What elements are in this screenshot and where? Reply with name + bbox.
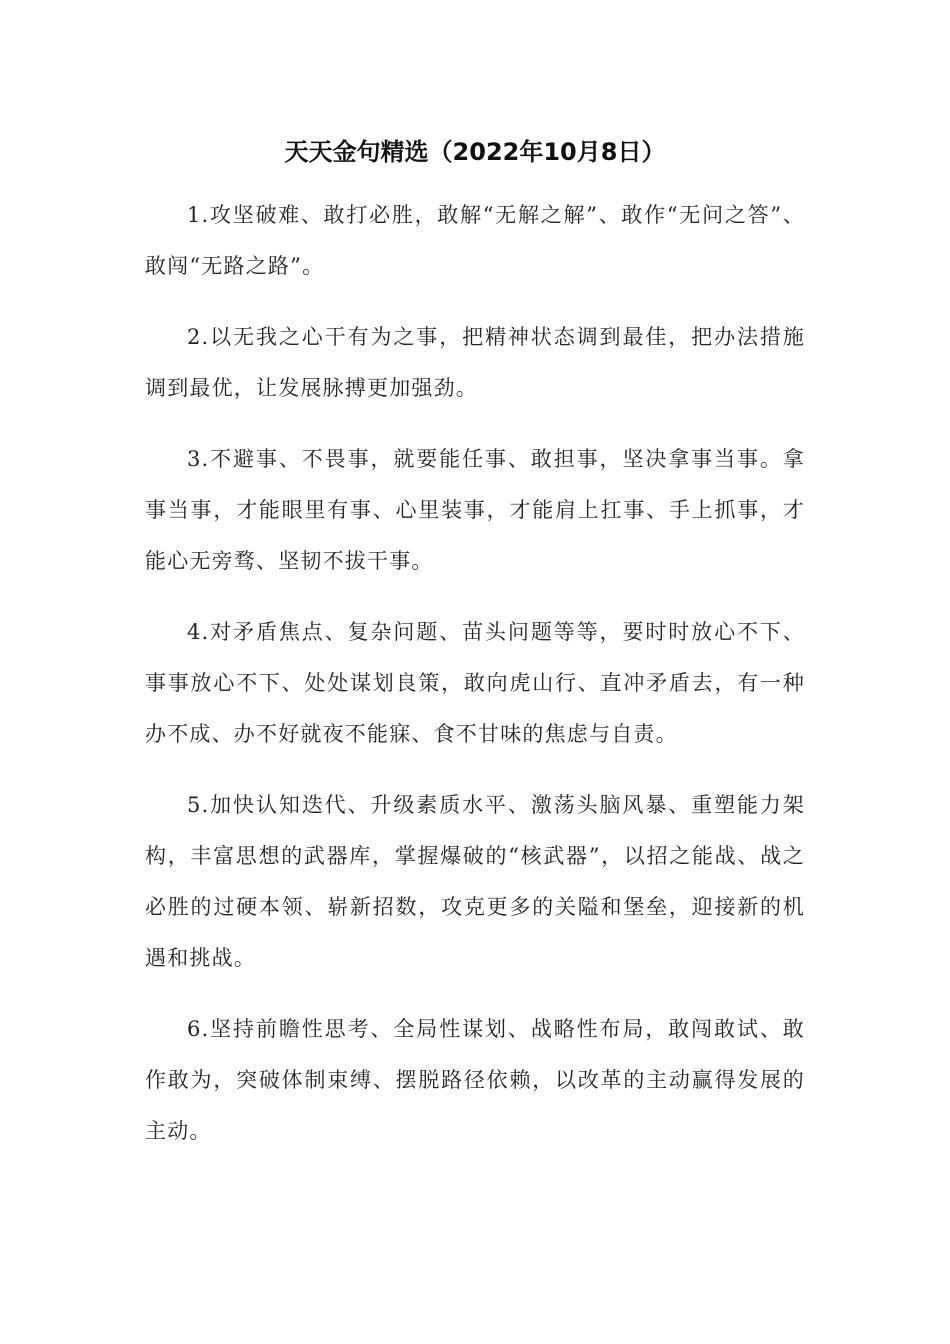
paragraph-6: 6.坚持前瞻性思考、全局性谋划、战略性布局，敢闯敢试、敢作敢为，突破体制束缚、摆脱路径依赖，以改革的主动赢得发展的主动。 <box>145 1017 805 1143</box>
paragraph-1: 1.攻坚破难、敢打必胜，敢解“无解之解”、敢作“无问之答”、敢闯“无路之路”。 <box>145 203 805 278</box>
document-body <box>145 190 805 1177</box>
paragraph-3: 3.不避事、不畏事，就要能任事、敢担事，坚决拿事当事。拿事当事，才能眼里有事、心里装事，才能肩上扛事、手上抓事，才能心无旁骛、坚韧不拔干事。 <box>145 447 805 573</box>
paragraph-2: 2.以无我之心干有为之事，把精神状态调到最佳，把办法措施调到最优，让发展脉搏更加强劲。 <box>145 325 805 400</box>
paragraph-4: 4.对矛盾焦点、复杂问题、苗头问题等等，要时时放心不下、事事放心不下、处处谋划良策，敢向虎山行、直冲矛盾去，有一种办不成、办不好就夜不能寐、食不甘味的焦虑与自责。 <box>145 620 805 746</box>
paragraph-5: 5.加快认知迭代、升级素质水平、激荡头脑风暴、重塑能力架构，丰富思想的武器库，掌握爆破的“核武器”，以招之能战、战之必胜的过硬本领、崭新招数，攻克更多的关隘和堡垒，迎接新的机遇和挑战。 <box>145 793 805 970</box>
document-title: 天天金句精选（2022年10月8日） <box>284 138 666 166</box>
